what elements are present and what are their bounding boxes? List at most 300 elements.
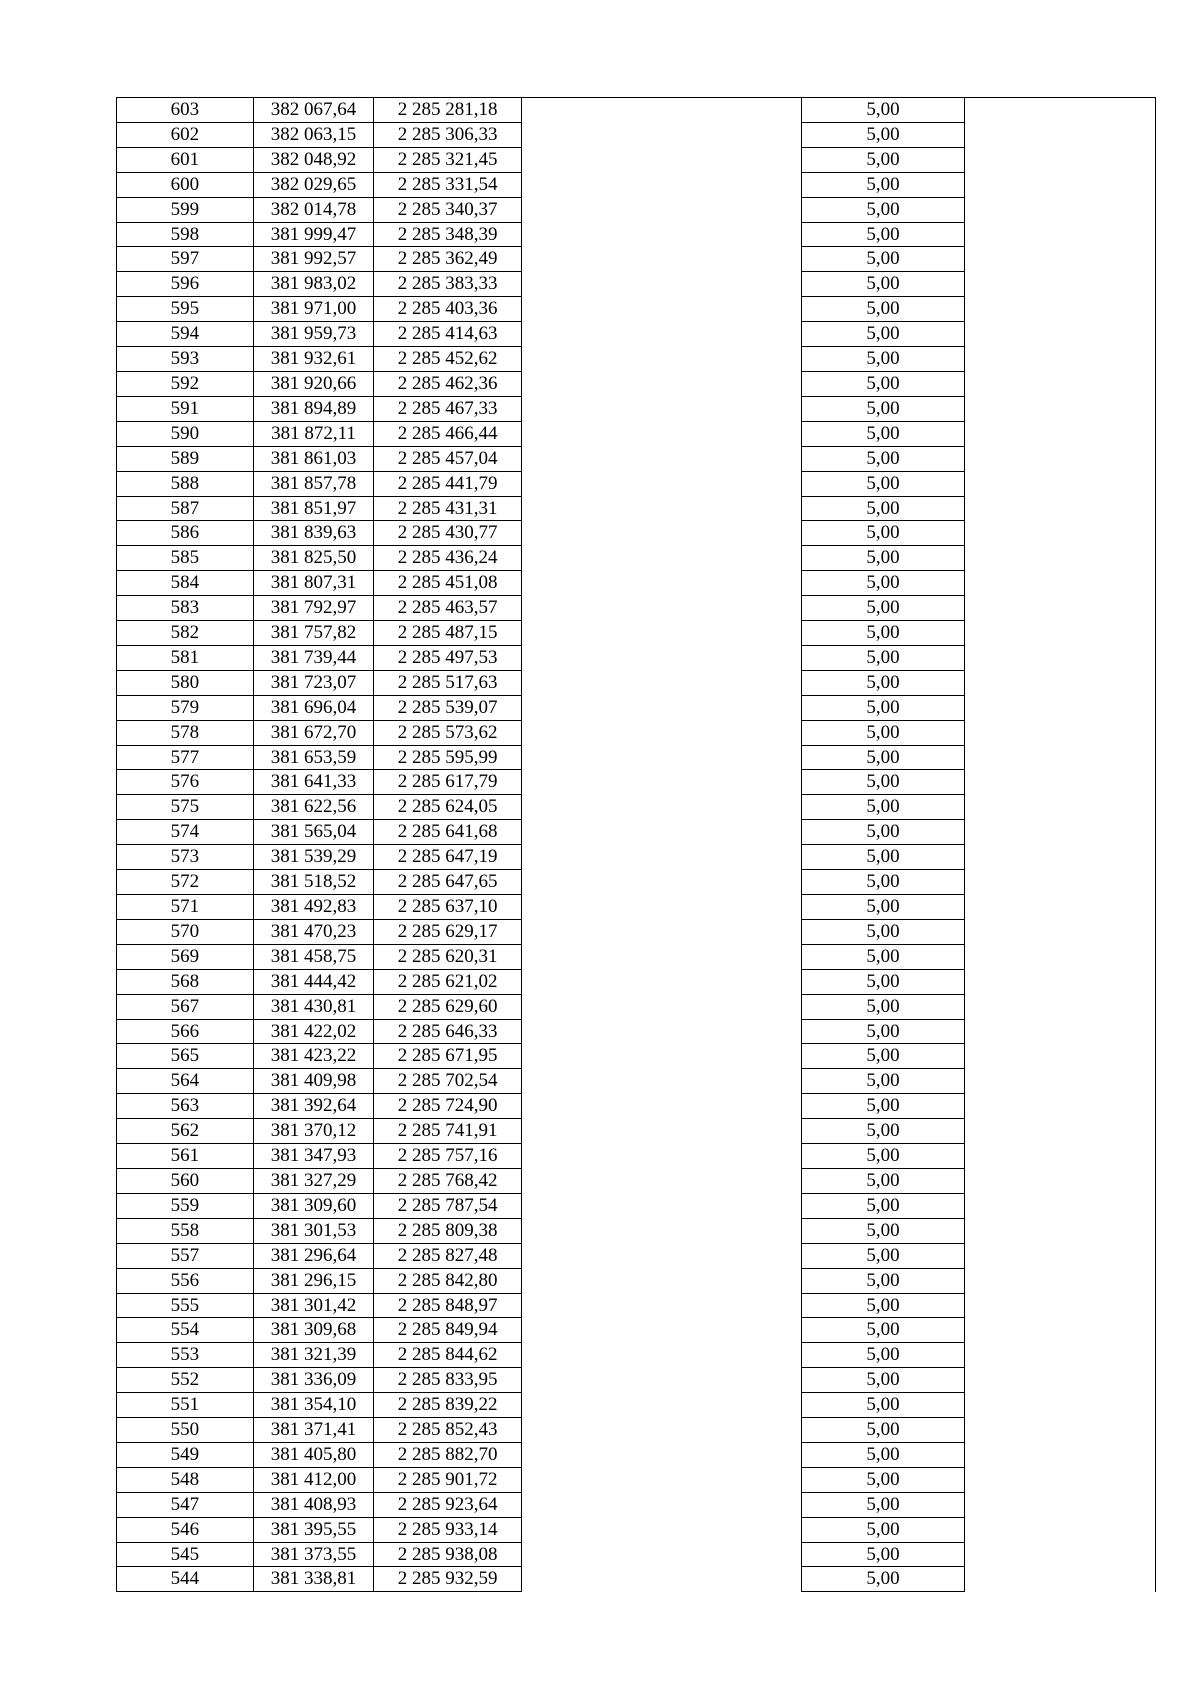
value-cell: 5,00 bbox=[801, 670, 964, 695]
value-cell: 5,00 bbox=[801, 994, 964, 1019]
blank-cell-right bbox=[965, 396, 1156, 421]
y-coordinate-cell: 2 285 647,19 bbox=[374, 845, 522, 870]
blank-cell bbox=[522, 571, 802, 596]
x-coordinate-cell: 381 408,93 bbox=[253, 1492, 373, 1517]
table-row bbox=[117, 969, 1156, 994]
blank-cell-right bbox=[965, 770, 1156, 795]
value-cell: 5,00 bbox=[801, 621, 964, 646]
point-number-cell: 575 bbox=[117, 795, 254, 820]
value-cell: 5,00 bbox=[801, 1343, 964, 1368]
y-coordinate-cell: 2 285 451,08 bbox=[374, 571, 522, 596]
x-coordinate-cell: 381 932,61 bbox=[253, 347, 373, 372]
table-row bbox=[117, 670, 1156, 695]
blank-cell-right bbox=[965, 1119, 1156, 1144]
table-row bbox=[117, 1168, 1156, 1193]
value-cell: 5,00 bbox=[801, 895, 964, 920]
blank-cell bbox=[522, 347, 802, 372]
table-row bbox=[117, 421, 1156, 446]
point-number-cell: 600 bbox=[117, 172, 254, 197]
blank-cell bbox=[522, 322, 802, 347]
y-coordinate-cell: 2 285 852,43 bbox=[374, 1418, 522, 1443]
y-coordinate-cell: 2 285 403,36 bbox=[374, 297, 522, 322]
blank-cell-right bbox=[965, 1442, 1156, 1467]
point-number-cell: 601 bbox=[117, 147, 254, 172]
y-coordinate-cell: 2 285 539,07 bbox=[374, 695, 522, 720]
blank-cell bbox=[522, 297, 802, 322]
blank-cell bbox=[522, 1293, 802, 1318]
table-row bbox=[117, 247, 1156, 272]
value-cell: 5,00 bbox=[801, 496, 964, 521]
point-number-cell: 592 bbox=[117, 371, 254, 396]
point-number-cell: 595 bbox=[117, 297, 254, 322]
point-number-cell: 578 bbox=[117, 720, 254, 745]
value-cell: 5,00 bbox=[801, 98, 964, 123]
value-cell: 5,00 bbox=[801, 870, 964, 895]
value-cell: 5,00 bbox=[801, 1168, 964, 1193]
y-coordinate-cell: 2 285 768,42 bbox=[374, 1168, 522, 1193]
blank-cell-right bbox=[965, 247, 1156, 272]
x-coordinate-cell: 381 983,02 bbox=[253, 272, 373, 297]
point-number-cell: 554 bbox=[117, 1318, 254, 1343]
y-coordinate-cell: 2 285 462,36 bbox=[374, 371, 522, 396]
value-cell: 5,00 bbox=[801, 944, 964, 969]
blank-cell bbox=[522, 1144, 802, 1169]
point-number-cell: 583 bbox=[117, 596, 254, 621]
blank-cell-right bbox=[965, 1318, 1156, 1343]
blank-cell bbox=[522, 247, 802, 272]
table-row bbox=[117, 222, 1156, 247]
y-coordinate-cell: 2 285 281,18 bbox=[374, 98, 522, 123]
blank-cell bbox=[522, 1393, 802, 1418]
x-coordinate-cell: 381 757,82 bbox=[253, 621, 373, 646]
point-number-cell: 603 bbox=[117, 98, 254, 123]
blank-cell bbox=[522, 1218, 802, 1243]
table-row bbox=[117, 98, 1156, 123]
blank-cell-right bbox=[965, 596, 1156, 621]
blank-cell-right bbox=[965, 496, 1156, 521]
blank-cell-right bbox=[965, 820, 1156, 845]
y-coordinate-cell: 2 285 724,90 bbox=[374, 1094, 522, 1119]
x-coordinate-cell: 381 565,04 bbox=[253, 820, 373, 845]
point-number-cell: 566 bbox=[117, 1019, 254, 1044]
blank-cell-right bbox=[965, 1193, 1156, 1218]
point-number-cell: 586 bbox=[117, 521, 254, 546]
table-row bbox=[117, 1069, 1156, 1094]
x-coordinate-cell: 381 641,33 bbox=[253, 770, 373, 795]
value-cell: 5,00 bbox=[801, 1393, 964, 1418]
y-coordinate-cell: 2 285 938,08 bbox=[374, 1542, 522, 1567]
x-coordinate-cell: 381 825,50 bbox=[253, 546, 373, 571]
blank-cell-right bbox=[965, 621, 1156, 646]
point-number-cell: 573 bbox=[117, 845, 254, 870]
table-row bbox=[117, 1044, 1156, 1069]
x-coordinate-cell: 381 309,60 bbox=[253, 1193, 373, 1218]
x-coordinate-cell: 382 067,64 bbox=[253, 98, 373, 123]
table-row bbox=[117, 621, 1156, 646]
y-coordinate-cell: 2 285 901,72 bbox=[374, 1467, 522, 1492]
value-cell: 5,00 bbox=[801, 1268, 964, 1293]
blank-cell bbox=[522, 98, 802, 123]
table-row bbox=[117, 720, 1156, 745]
blank-cell bbox=[522, 471, 802, 496]
y-coordinate-cell: 2 285 463,57 bbox=[374, 596, 522, 621]
table-row bbox=[117, 645, 1156, 670]
x-coordinate-cell: 381 920,66 bbox=[253, 371, 373, 396]
blank-cell-right bbox=[965, 421, 1156, 446]
value-cell: 5,00 bbox=[801, 1293, 964, 1318]
x-coordinate-cell: 381 370,12 bbox=[253, 1119, 373, 1144]
value-cell: 5,00 bbox=[801, 720, 964, 745]
blank-cell bbox=[522, 1119, 802, 1144]
point-number-cell: 553 bbox=[117, 1343, 254, 1368]
blank-cell-right bbox=[965, 944, 1156, 969]
x-coordinate-cell: 381 301,42 bbox=[253, 1293, 373, 1318]
point-number-cell: 557 bbox=[117, 1243, 254, 1268]
table-row bbox=[117, 272, 1156, 297]
table-row bbox=[117, 1293, 1156, 1318]
blank-cell bbox=[522, 222, 802, 247]
table-row bbox=[117, 1492, 1156, 1517]
blank-cell-right bbox=[965, 870, 1156, 895]
value-cell: 5,00 bbox=[801, 1193, 964, 1218]
value-cell: 5,00 bbox=[801, 1218, 964, 1243]
x-coordinate-cell: 381 518,52 bbox=[253, 870, 373, 895]
blank-cell-right bbox=[965, 1069, 1156, 1094]
x-coordinate-cell: 381 296,15 bbox=[253, 1268, 373, 1293]
point-number-cell: 569 bbox=[117, 944, 254, 969]
blank-cell-right bbox=[965, 969, 1156, 994]
y-coordinate-cell: 2 285 844,62 bbox=[374, 1343, 522, 1368]
blank-cell bbox=[522, 695, 802, 720]
table-row bbox=[117, 446, 1156, 471]
blank-cell bbox=[522, 670, 802, 695]
blank-cell bbox=[522, 446, 802, 471]
x-coordinate-cell: 381 739,44 bbox=[253, 645, 373, 670]
x-coordinate-cell: 381 894,89 bbox=[253, 396, 373, 421]
point-number-cell: 587 bbox=[117, 496, 254, 521]
value-cell: 5,00 bbox=[801, 1019, 964, 1044]
value-cell: 5,00 bbox=[801, 969, 964, 994]
x-coordinate-cell: 381 409,98 bbox=[253, 1069, 373, 1094]
table-row bbox=[117, 845, 1156, 870]
x-coordinate-cell: 381 327,29 bbox=[253, 1168, 373, 1193]
blank-cell-right bbox=[965, 1019, 1156, 1044]
y-coordinate-cell: 2 285 306,33 bbox=[374, 122, 522, 147]
x-coordinate-cell: 381 622,56 bbox=[253, 795, 373, 820]
y-coordinate-cell: 2 285 624,05 bbox=[374, 795, 522, 820]
point-number-cell: 559 bbox=[117, 1193, 254, 1218]
blank-cell bbox=[522, 895, 802, 920]
table-row bbox=[117, 944, 1156, 969]
point-number-cell: 588 bbox=[117, 471, 254, 496]
value-cell: 5,00 bbox=[801, 1467, 964, 1492]
point-number-cell: 585 bbox=[117, 546, 254, 571]
table-row bbox=[117, 1442, 1156, 1467]
table-row bbox=[117, 571, 1156, 596]
blank-cell-right bbox=[965, 371, 1156, 396]
table-row bbox=[117, 695, 1156, 720]
y-coordinate-cell: 2 285 923,64 bbox=[374, 1492, 522, 1517]
table-row bbox=[117, 1119, 1156, 1144]
value-cell: 5,00 bbox=[801, 521, 964, 546]
blank-cell bbox=[522, 496, 802, 521]
blank-cell bbox=[522, 1094, 802, 1119]
value-cell: 5,00 bbox=[801, 1243, 964, 1268]
value-cell: 5,00 bbox=[801, 471, 964, 496]
value-cell: 5,00 bbox=[801, 297, 964, 322]
point-number-cell: 564 bbox=[117, 1069, 254, 1094]
blank-cell bbox=[522, 122, 802, 147]
blank-cell bbox=[522, 994, 802, 1019]
table-row bbox=[117, 1193, 1156, 1218]
blank-cell bbox=[522, 197, 802, 222]
y-coordinate-cell: 2 285 842,80 bbox=[374, 1268, 522, 1293]
blank-cell bbox=[522, 745, 802, 770]
blank-cell bbox=[522, 1492, 802, 1517]
value-cell: 5,00 bbox=[801, 1492, 964, 1517]
blank-cell-right bbox=[965, 1343, 1156, 1368]
x-coordinate-cell: 381 422,02 bbox=[253, 1019, 373, 1044]
y-coordinate-cell: 2 285 848,97 bbox=[374, 1293, 522, 1318]
x-coordinate-cell: 381 296,64 bbox=[253, 1243, 373, 1268]
x-coordinate-cell: 381 723,07 bbox=[253, 670, 373, 695]
blank-cell bbox=[522, 645, 802, 670]
blank-cell bbox=[522, 795, 802, 820]
x-coordinate-cell: 381 354,10 bbox=[253, 1393, 373, 1418]
blank-cell-right bbox=[965, 1542, 1156, 1567]
x-coordinate-cell: 381 458,75 bbox=[253, 944, 373, 969]
value-cell: 5,00 bbox=[801, 1119, 964, 1144]
table-row bbox=[117, 919, 1156, 944]
value-cell: 5,00 bbox=[801, 645, 964, 670]
x-coordinate-cell: 382 063,15 bbox=[253, 122, 373, 147]
x-coordinate-cell: 381 807,31 bbox=[253, 571, 373, 596]
blank-cell bbox=[522, 1542, 802, 1567]
x-coordinate-cell: 381 444,42 bbox=[253, 969, 373, 994]
value-cell: 5,00 bbox=[801, 1069, 964, 1094]
value-cell: 5,00 bbox=[801, 745, 964, 770]
blank-cell bbox=[522, 919, 802, 944]
blank-cell-right bbox=[965, 172, 1156, 197]
value-cell: 5,00 bbox=[801, 770, 964, 795]
blank-cell-right bbox=[965, 795, 1156, 820]
x-coordinate-cell: 381 696,04 bbox=[253, 695, 373, 720]
x-coordinate-cell: 381 872,11 bbox=[253, 421, 373, 446]
table-row bbox=[117, 172, 1156, 197]
point-number-cell: 584 bbox=[117, 571, 254, 596]
table-row bbox=[117, 396, 1156, 421]
table-row bbox=[117, 1567, 1156, 1592]
blank-cell-right bbox=[965, 695, 1156, 720]
coordinates-table-body bbox=[117, 98, 1156, 1592]
point-number-cell: 568 bbox=[117, 969, 254, 994]
y-coordinate-cell: 2 285 702,54 bbox=[374, 1069, 522, 1094]
y-coordinate-cell: 2 285 641,68 bbox=[374, 820, 522, 845]
table-row bbox=[117, 994, 1156, 1019]
blank-cell bbox=[522, 147, 802, 172]
point-number-cell: 562 bbox=[117, 1119, 254, 1144]
table-row bbox=[117, 1517, 1156, 1542]
table-row bbox=[117, 895, 1156, 920]
x-coordinate-cell: 381 347,93 bbox=[253, 1144, 373, 1169]
value-cell: 5,00 bbox=[801, 172, 964, 197]
x-coordinate-cell: 382 048,92 bbox=[253, 147, 373, 172]
point-number-cell: 565 bbox=[117, 1044, 254, 1069]
blank-cell bbox=[522, 1243, 802, 1268]
blank-cell bbox=[522, 1343, 802, 1368]
blank-cell-right bbox=[965, 1517, 1156, 1542]
blank-cell-right bbox=[965, 919, 1156, 944]
table-row bbox=[117, 322, 1156, 347]
blank-cell bbox=[522, 720, 802, 745]
y-coordinate-cell: 2 285 331,54 bbox=[374, 172, 522, 197]
point-number-cell: 550 bbox=[117, 1418, 254, 1443]
x-coordinate-cell: 381 405,80 bbox=[253, 1442, 373, 1467]
x-coordinate-cell: 381 373,55 bbox=[253, 1542, 373, 1567]
y-coordinate-cell: 2 285 457,04 bbox=[374, 446, 522, 471]
blank-cell bbox=[522, 396, 802, 421]
y-coordinate-cell: 2 285 809,38 bbox=[374, 1218, 522, 1243]
x-coordinate-cell: 381 971,00 bbox=[253, 297, 373, 322]
value-cell: 5,00 bbox=[801, 1517, 964, 1542]
blank-cell bbox=[522, 1193, 802, 1218]
x-coordinate-cell: 381 851,97 bbox=[253, 496, 373, 521]
value-cell: 5,00 bbox=[801, 596, 964, 621]
blank-cell-right bbox=[965, 297, 1156, 322]
y-coordinate-cell: 2 285 671,95 bbox=[374, 1044, 522, 1069]
point-number-cell: 597 bbox=[117, 247, 254, 272]
point-number-cell: 544 bbox=[117, 1567, 254, 1592]
x-coordinate-cell: 381 321,39 bbox=[253, 1343, 373, 1368]
blank-cell bbox=[522, 1318, 802, 1343]
blank-cell bbox=[522, 1517, 802, 1542]
blank-cell-right bbox=[965, 1168, 1156, 1193]
value-cell: 5,00 bbox=[801, 322, 964, 347]
y-coordinate-cell: 2 285 497,53 bbox=[374, 645, 522, 670]
blank-cell-right bbox=[965, 670, 1156, 695]
point-number-cell: 599 bbox=[117, 197, 254, 222]
blank-cell bbox=[522, 1069, 802, 1094]
blank-cell-right bbox=[965, 197, 1156, 222]
blank-cell bbox=[522, 1044, 802, 1069]
x-coordinate-cell: 381 309,68 bbox=[253, 1318, 373, 1343]
table-row bbox=[117, 1343, 1156, 1368]
point-number-cell: 561 bbox=[117, 1144, 254, 1169]
blank-cell bbox=[522, 1368, 802, 1393]
point-number-cell: 593 bbox=[117, 347, 254, 372]
y-coordinate-cell: 2 285 629,17 bbox=[374, 919, 522, 944]
y-coordinate-cell: 2 285 452,62 bbox=[374, 347, 522, 372]
blank-cell bbox=[522, 172, 802, 197]
blank-cell-right bbox=[965, 322, 1156, 347]
value-cell: 5,00 bbox=[801, 1318, 964, 1343]
y-coordinate-cell: 2 285 933,14 bbox=[374, 1517, 522, 1542]
y-coordinate-cell: 2 285 487,15 bbox=[374, 621, 522, 646]
table-row bbox=[117, 795, 1156, 820]
blank-cell-right bbox=[965, 1393, 1156, 1418]
point-number-cell: 594 bbox=[117, 322, 254, 347]
point-number-cell: 576 bbox=[117, 770, 254, 795]
y-coordinate-cell: 2 285 436,24 bbox=[374, 546, 522, 571]
point-number-cell: 602 bbox=[117, 122, 254, 147]
value-cell: 5,00 bbox=[801, 695, 964, 720]
blank-cell bbox=[522, 1418, 802, 1443]
blank-cell bbox=[522, 1019, 802, 1044]
y-coordinate-cell: 2 285 362,49 bbox=[374, 247, 522, 272]
table-row bbox=[117, 770, 1156, 795]
blank-cell bbox=[522, 1442, 802, 1467]
y-coordinate-cell: 2 285 431,31 bbox=[374, 496, 522, 521]
table-row bbox=[117, 496, 1156, 521]
table-row bbox=[117, 870, 1156, 895]
x-coordinate-cell: 381 861,03 bbox=[253, 446, 373, 471]
value-cell: 5,00 bbox=[801, 347, 964, 372]
y-coordinate-cell: 2 285 517,63 bbox=[374, 670, 522, 695]
blank-cell-right bbox=[965, 222, 1156, 247]
table-row bbox=[117, 1467, 1156, 1492]
value-cell: 5,00 bbox=[801, 122, 964, 147]
blank-cell bbox=[522, 845, 802, 870]
blank-cell-right bbox=[965, 147, 1156, 172]
x-coordinate-cell: 381 392,64 bbox=[253, 1094, 373, 1119]
y-coordinate-cell: 2 285 441,79 bbox=[374, 471, 522, 496]
x-coordinate-cell: 381 371,41 bbox=[253, 1418, 373, 1443]
value-cell: 5,00 bbox=[801, 1567, 964, 1592]
blank-cell-right bbox=[965, 1492, 1156, 1517]
value-cell: 5,00 bbox=[801, 571, 964, 596]
y-coordinate-cell: 2 285 414,63 bbox=[374, 322, 522, 347]
y-coordinate-cell: 2 285 932,59 bbox=[374, 1567, 522, 1592]
table-row bbox=[117, 1418, 1156, 1443]
blank-cell-right bbox=[965, 845, 1156, 870]
value-cell: 5,00 bbox=[801, 247, 964, 272]
x-coordinate-cell: 381 999,47 bbox=[253, 222, 373, 247]
point-number-cell: 552 bbox=[117, 1368, 254, 1393]
blank-cell-right bbox=[965, 347, 1156, 372]
table-row bbox=[117, 521, 1156, 546]
blank-cell-right bbox=[965, 1044, 1156, 1069]
point-number-cell: 549 bbox=[117, 1442, 254, 1467]
value-cell: 5,00 bbox=[801, 396, 964, 421]
table-row bbox=[117, 1268, 1156, 1293]
y-coordinate-cell: 2 285 321,45 bbox=[374, 147, 522, 172]
blank-cell bbox=[522, 596, 802, 621]
point-number-cell: 556 bbox=[117, 1268, 254, 1293]
blank-cell bbox=[522, 421, 802, 446]
y-coordinate-cell: 2 285 646,33 bbox=[374, 1019, 522, 1044]
y-coordinate-cell: 2 285 348,39 bbox=[374, 222, 522, 247]
x-coordinate-cell: 381 423,22 bbox=[253, 1044, 373, 1069]
y-coordinate-cell: 2 285 882,70 bbox=[374, 1442, 522, 1467]
y-coordinate-cell: 2 285 383,33 bbox=[374, 272, 522, 297]
blank-cell bbox=[522, 969, 802, 994]
x-coordinate-cell: 381 539,29 bbox=[253, 845, 373, 870]
y-coordinate-cell: 2 285 430,77 bbox=[374, 521, 522, 546]
x-coordinate-cell: 381 301,53 bbox=[253, 1218, 373, 1243]
value-cell: 5,00 bbox=[801, 1368, 964, 1393]
table-row bbox=[117, 820, 1156, 845]
x-coordinate-cell: 382 014,78 bbox=[253, 197, 373, 222]
y-coordinate-cell: 2 285 617,79 bbox=[374, 770, 522, 795]
value-cell: 5,00 bbox=[801, 222, 964, 247]
table-row bbox=[117, 1542, 1156, 1567]
point-number-cell: 574 bbox=[117, 820, 254, 845]
blank-cell-right bbox=[965, 446, 1156, 471]
blank-cell-right bbox=[965, 98, 1156, 123]
table-row bbox=[117, 1144, 1156, 1169]
y-coordinate-cell: 2 285 467,33 bbox=[374, 396, 522, 421]
y-coordinate-cell: 2 285 647,65 bbox=[374, 870, 522, 895]
